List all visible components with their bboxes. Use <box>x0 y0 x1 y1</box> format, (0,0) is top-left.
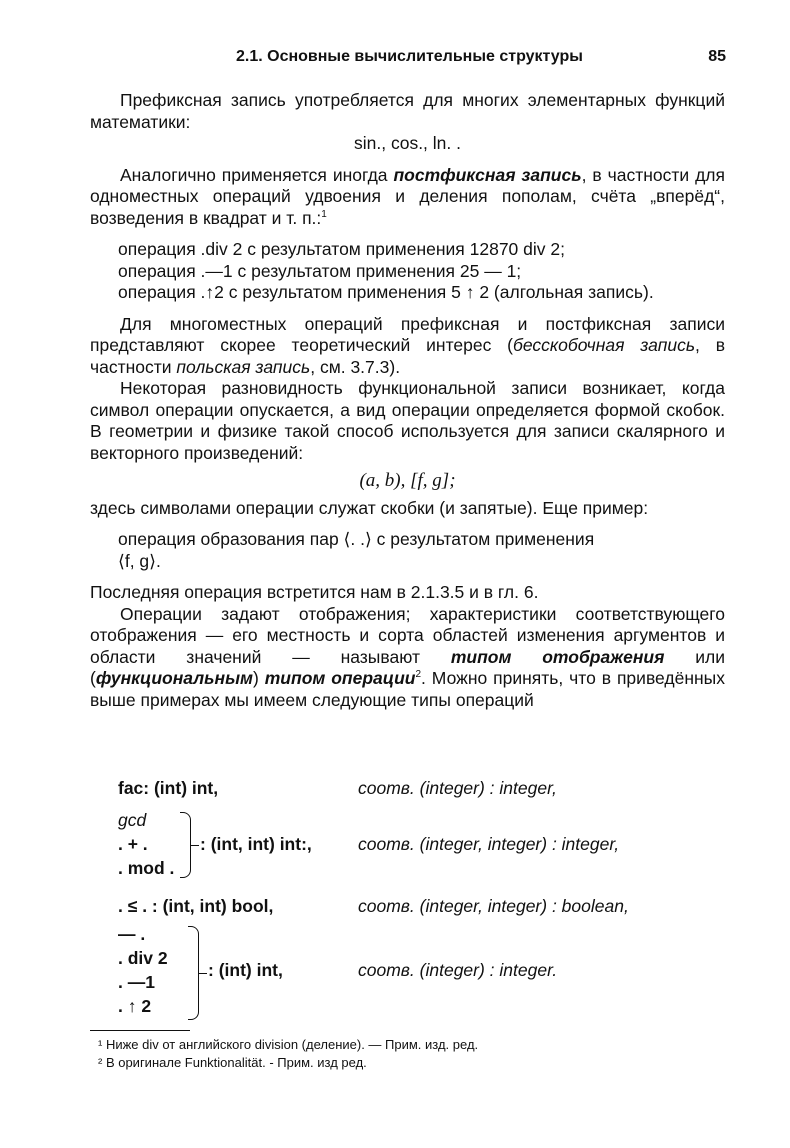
term-bracketless: бесскобочная запись <box>512 335 696 355</box>
footnote-mark-1: 1 <box>321 208 327 220</box>
operation-gcd: gcd <box>118 810 147 830</box>
text-fragment: , см. 3.7.3). <box>310 356 401 377</box>
type-correspondence: соотв. (integer, integer) : boolean, <box>358 896 629 916</box>
type-correspondence: соотв. (integer) : integer, <box>358 778 557 798</box>
running-head <box>236 48 726 66</box>
paragraph-brackets: Некоторая разновидность функциональной записи возникает, когда символ операции опускается, а вид операции определяется формой скобок. В геометрии и физике такой способ используется для записи скалярного и векторного произведений: <box>90 378 725 463</box>
paragraph-types <box>90 604 725 712</box>
term-polish: польская запись <box>176 356 311 377</box>
operation-mod: . mod . <box>118 858 175 878</box>
type-signature: fac: (int) int, <box>118 778 219 798</box>
text-fragment: , в частности <box>90 335 725 377</box>
operation-div2: . div 2 <box>118 948 168 968</box>
curly-brace <box>188 926 199 1020</box>
text-fragment: Аналогично применяется иногда <box>120 164 394 185</box>
text-fragment: ) <box>253 668 265 688</box>
term-functional: функциональным <box>95 668 253 688</box>
paragraph-brackets-cont: здесь символами операции служат скобки (и запятые). Еще пример: <box>90 497 649 518</box>
type-correspondence: соотв. (integer) : integer. <box>358 960 558 980</box>
term-mapping-type: типом отображения <box>450 646 665 667</box>
page-number: 85 <box>708 48 726 65</box>
text-fragment: . Можно принять, что в приведённых выше примерах мы имеем следующие типы операций <box>90 668 725 710</box>
operation-power2: . ↑ 2 <box>118 996 152 1016</box>
type-signature: . ≤ . : (int, int) bool, <box>118 896 274 916</box>
text-fragment: или ( <box>90 646 725 688</box>
main-text <box>90 90 725 711</box>
operation-minus1: операция .—1 с результатом применения 25 — 1; <box>118 260 522 281</box>
operation-list <box>118 922 168 1018</box>
operation-pair: операция образования пар ⟨. .⟩ с результатом применения <box>118 529 595 549</box>
type-correspondence: соотв. (integer, integer) : integer, <box>358 834 620 854</box>
type-signature: : (int, int) int:, <box>200 834 312 854</box>
paragraph-prefix: Префиксная запись употребляется для многих элементарных функций математики: <box>90 90 725 132</box>
operation-plus: . + . <box>118 834 148 854</box>
type-row-fac <box>118 778 728 799</box>
operation-negate: — . <box>118 924 146 944</box>
operation-div2: операция .div 2 с результатом применения 12870 div 2; <box>118 239 565 259</box>
term-postfix-notation: постфиксная запись <box>393 164 582 185</box>
text-fragment: , в частности для одноместных операций удвоения и деления пополам, счёта „вперёд“, возведения в квадрат и т. п.: <box>90 164 725 228</box>
text-fragment: Операции задают отображения; характеристики соответствующего отображения — его местность и сорта областей изменения аргументов и области значений — называют <box>90 603 725 667</box>
operation-pair-result: ⟨f, g⟩. <box>118 550 161 571</box>
curly-brace <box>180 812 191 878</box>
term-operation-type: типом операции <box>264 668 416 688</box>
footnote-rule <box>90 1030 190 1031</box>
type-row-leq <box>118 896 728 917</box>
text-fragment: Для многоместных операций префиксная и постфиксная записи представляют скорее теоретический интерес ( <box>90 313 725 355</box>
type-group-unary-int <box>118 922 728 1022</box>
paragraph-postfix <box>90 165 725 230</box>
operation-power2: операция .↑2 с результатом применения 5 ↑ 2 (алгольная запись). <box>118 282 654 302</box>
footnote-mark-2: 2 <box>415 669 422 681</box>
footnotes <box>98 1036 728 1072</box>
prefix-examples: sin., cos., ln. . <box>354 133 461 153</box>
footnote-1: ¹ Ниже div от английского division (деление). — Прим. изд. ред. <box>98 1037 479 1052</box>
paragraph-last-operation: Последняя операция встретится нам в 2.1.3.5 и в гл. 6. <box>90 582 539 602</box>
operation-minus1: . —1 <box>118 972 155 992</box>
footnote-2: ² В оригинале Funktionalität. - Прим. изд ред. <box>98 1055 367 1070</box>
operation-list <box>118 808 174 880</box>
paragraph-multiplace <box>90 314 725 379</box>
chapter-title: 2.1. Основные вычислительные структуры <box>236 48 583 65</box>
type-group-binary-int <box>118 808 728 882</box>
type-signature: : (int) int, <box>208 960 283 980</box>
formula-products: (a, b), [f, g]; <box>359 470 456 491</box>
